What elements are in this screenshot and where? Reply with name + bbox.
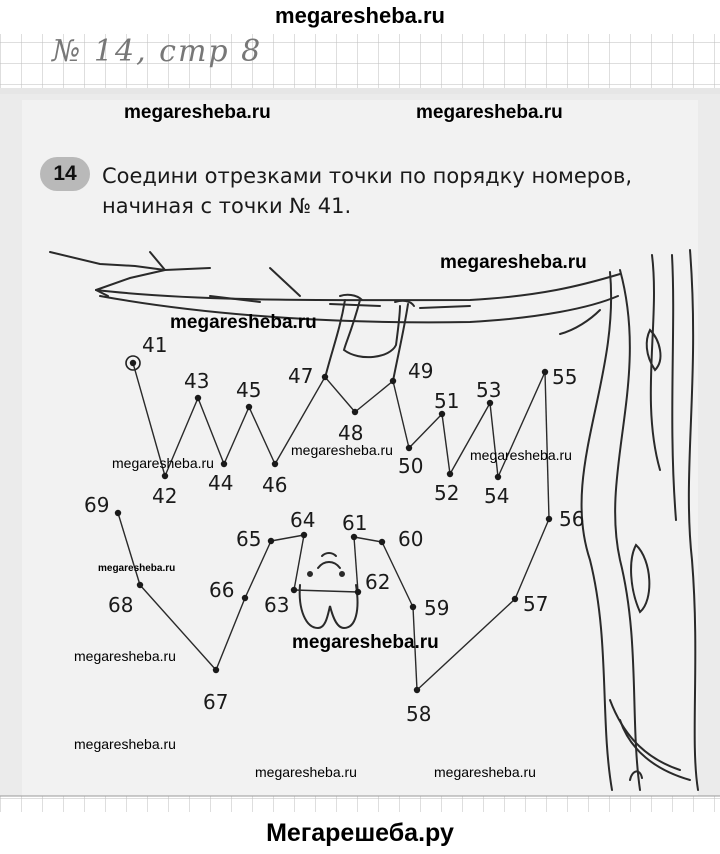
dot-label-68: 68 bbox=[108, 593, 134, 617]
watermark: megaresheba.ru bbox=[74, 648, 176, 664]
dot-label-47: 47 bbox=[288, 364, 314, 388]
dot-42 bbox=[162, 473, 168, 479]
watermark: megaresheba.ru bbox=[74, 736, 176, 752]
grid-paper-bottom bbox=[0, 796, 720, 812]
dot-label-57: 57 bbox=[523, 592, 549, 616]
watermark: megaresheba.ru bbox=[440, 252, 587, 273]
dot-label-62: 62 bbox=[365, 570, 391, 594]
dot-label-48: 48 bbox=[338, 421, 364, 445]
dot-47 bbox=[322, 374, 328, 380]
site-header[interactable]: megaresheba.ru bbox=[0, 0, 720, 34]
dot-label-44: 44 bbox=[208, 471, 234, 495]
task-instruction-line2: начиная с точки № 41. bbox=[102, 194, 352, 218]
dot-label-50: 50 bbox=[398, 454, 424, 478]
watermark: megaresheba.ru bbox=[292, 632, 439, 653]
dot-58 bbox=[414, 687, 420, 693]
task-number-badge: 14 bbox=[40, 157, 90, 191]
dot-50 bbox=[406, 445, 412, 451]
handwritten-note: № 14, стр 8 bbox=[52, 34, 263, 69]
dot-43 bbox=[195, 395, 201, 401]
dot-label-42: 42 bbox=[152, 484, 178, 508]
dot-45 bbox=[246, 404, 252, 410]
dot-label-52: 52 bbox=[434, 481, 460, 505]
dot-label-46: 46 bbox=[262, 473, 288, 497]
dot-label-63: 63 bbox=[264, 593, 290, 617]
dot-label-64: 64 bbox=[290, 508, 316, 532]
dot-label-66: 66 bbox=[209, 578, 235, 602]
watermark: megaresheba.ru bbox=[470, 447, 572, 463]
dot-label-45: 45 bbox=[236, 378, 262, 402]
watermark: megaresheba.ru bbox=[112, 455, 214, 471]
dot-48 bbox=[352, 409, 358, 415]
dot-54 bbox=[495, 474, 501, 480]
dot-label-55: 55 bbox=[552, 365, 578, 389]
dot-57 bbox=[512, 596, 518, 602]
dot-label-49: 49 bbox=[408, 359, 434, 383]
dot-label-54: 54 bbox=[484, 484, 510, 508]
site-footer[interactable]: Мегарешеба.ру bbox=[0, 812, 720, 854]
watermark: megaresheba.ru bbox=[98, 563, 176, 574]
dot-label-59: 59 bbox=[424, 596, 450, 620]
dot-62 bbox=[355, 589, 361, 595]
watermark: megaresheba.ru bbox=[255, 764, 357, 780]
dot-label-58: 58 bbox=[406, 702, 432, 726]
dot-60 bbox=[379, 539, 385, 545]
dot-63 bbox=[291, 587, 297, 593]
dot-44 bbox=[221, 461, 227, 467]
dot-59 bbox=[410, 604, 416, 610]
dot-64 bbox=[301, 532, 307, 538]
dot-label-61: 61 bbox=[342, 511, 368, 535]
task-instruction-line1: Соедини отрезками точки по порядку номеров, bbox=[102, 164, 633, 188]
dot-label-41: 41 bbox=[142, 333, 168, 357]
dot-label-43: 43 bbox=[184, 369, 210, 393]
workbook-scan bbox=[0, 34, 720, 812]
dot-label-67: 67 bbox=[203, 690, 229, 714]
dot-label-53: 53 bbox=[476, 378, 502, 402]
dot-55 bbox=[542, 369, 548, 375]
dot-65 bbox=[268, 538, 274, 544]
dot-68 bbox=[137, 582, 143, 588]
dot-67 bbox=[213, 667, 219, 673]
dot-46 bbox=[272, 461, 278, 467]
dot-69 bbox=[115, 510, 121, 516]
watermark: megaresheba.ru bbox=[291, 442, 393, 458]
dot-41 bbox=[130, 360, 136, 366]
dot-label-65: 65 bbox=[236, 527, 262, 551]
watermark: megaresheba.ru bbox=[124, 102, 271, 123]
dot-label-60: 60 bbox=[398, 527, 424, 551]
dot-52 bbox=[447, 471, 453, 477]
dot-label-51: 51 bbox=[434, 389, 460, 413]
dot-66 bbox=[242, 595, 248, 601]
dot-label-69: 69 bbox=[84, 493, 110, 517]
dot-49 bbox=[390, 378, 396, 384]
dot-label-56: 56 bbox=[559, 507, 585, 531]
watermark: megaresheba.ru bbox=[416, 102, 563, 123]
watermark: megaresheba.ru bbox=[170, 312, 317, 333]
watermark: megaresheba.ru bbox=[434, 764, 536, 780]
dot-56 bbox=[546, 516, 552, 522]
